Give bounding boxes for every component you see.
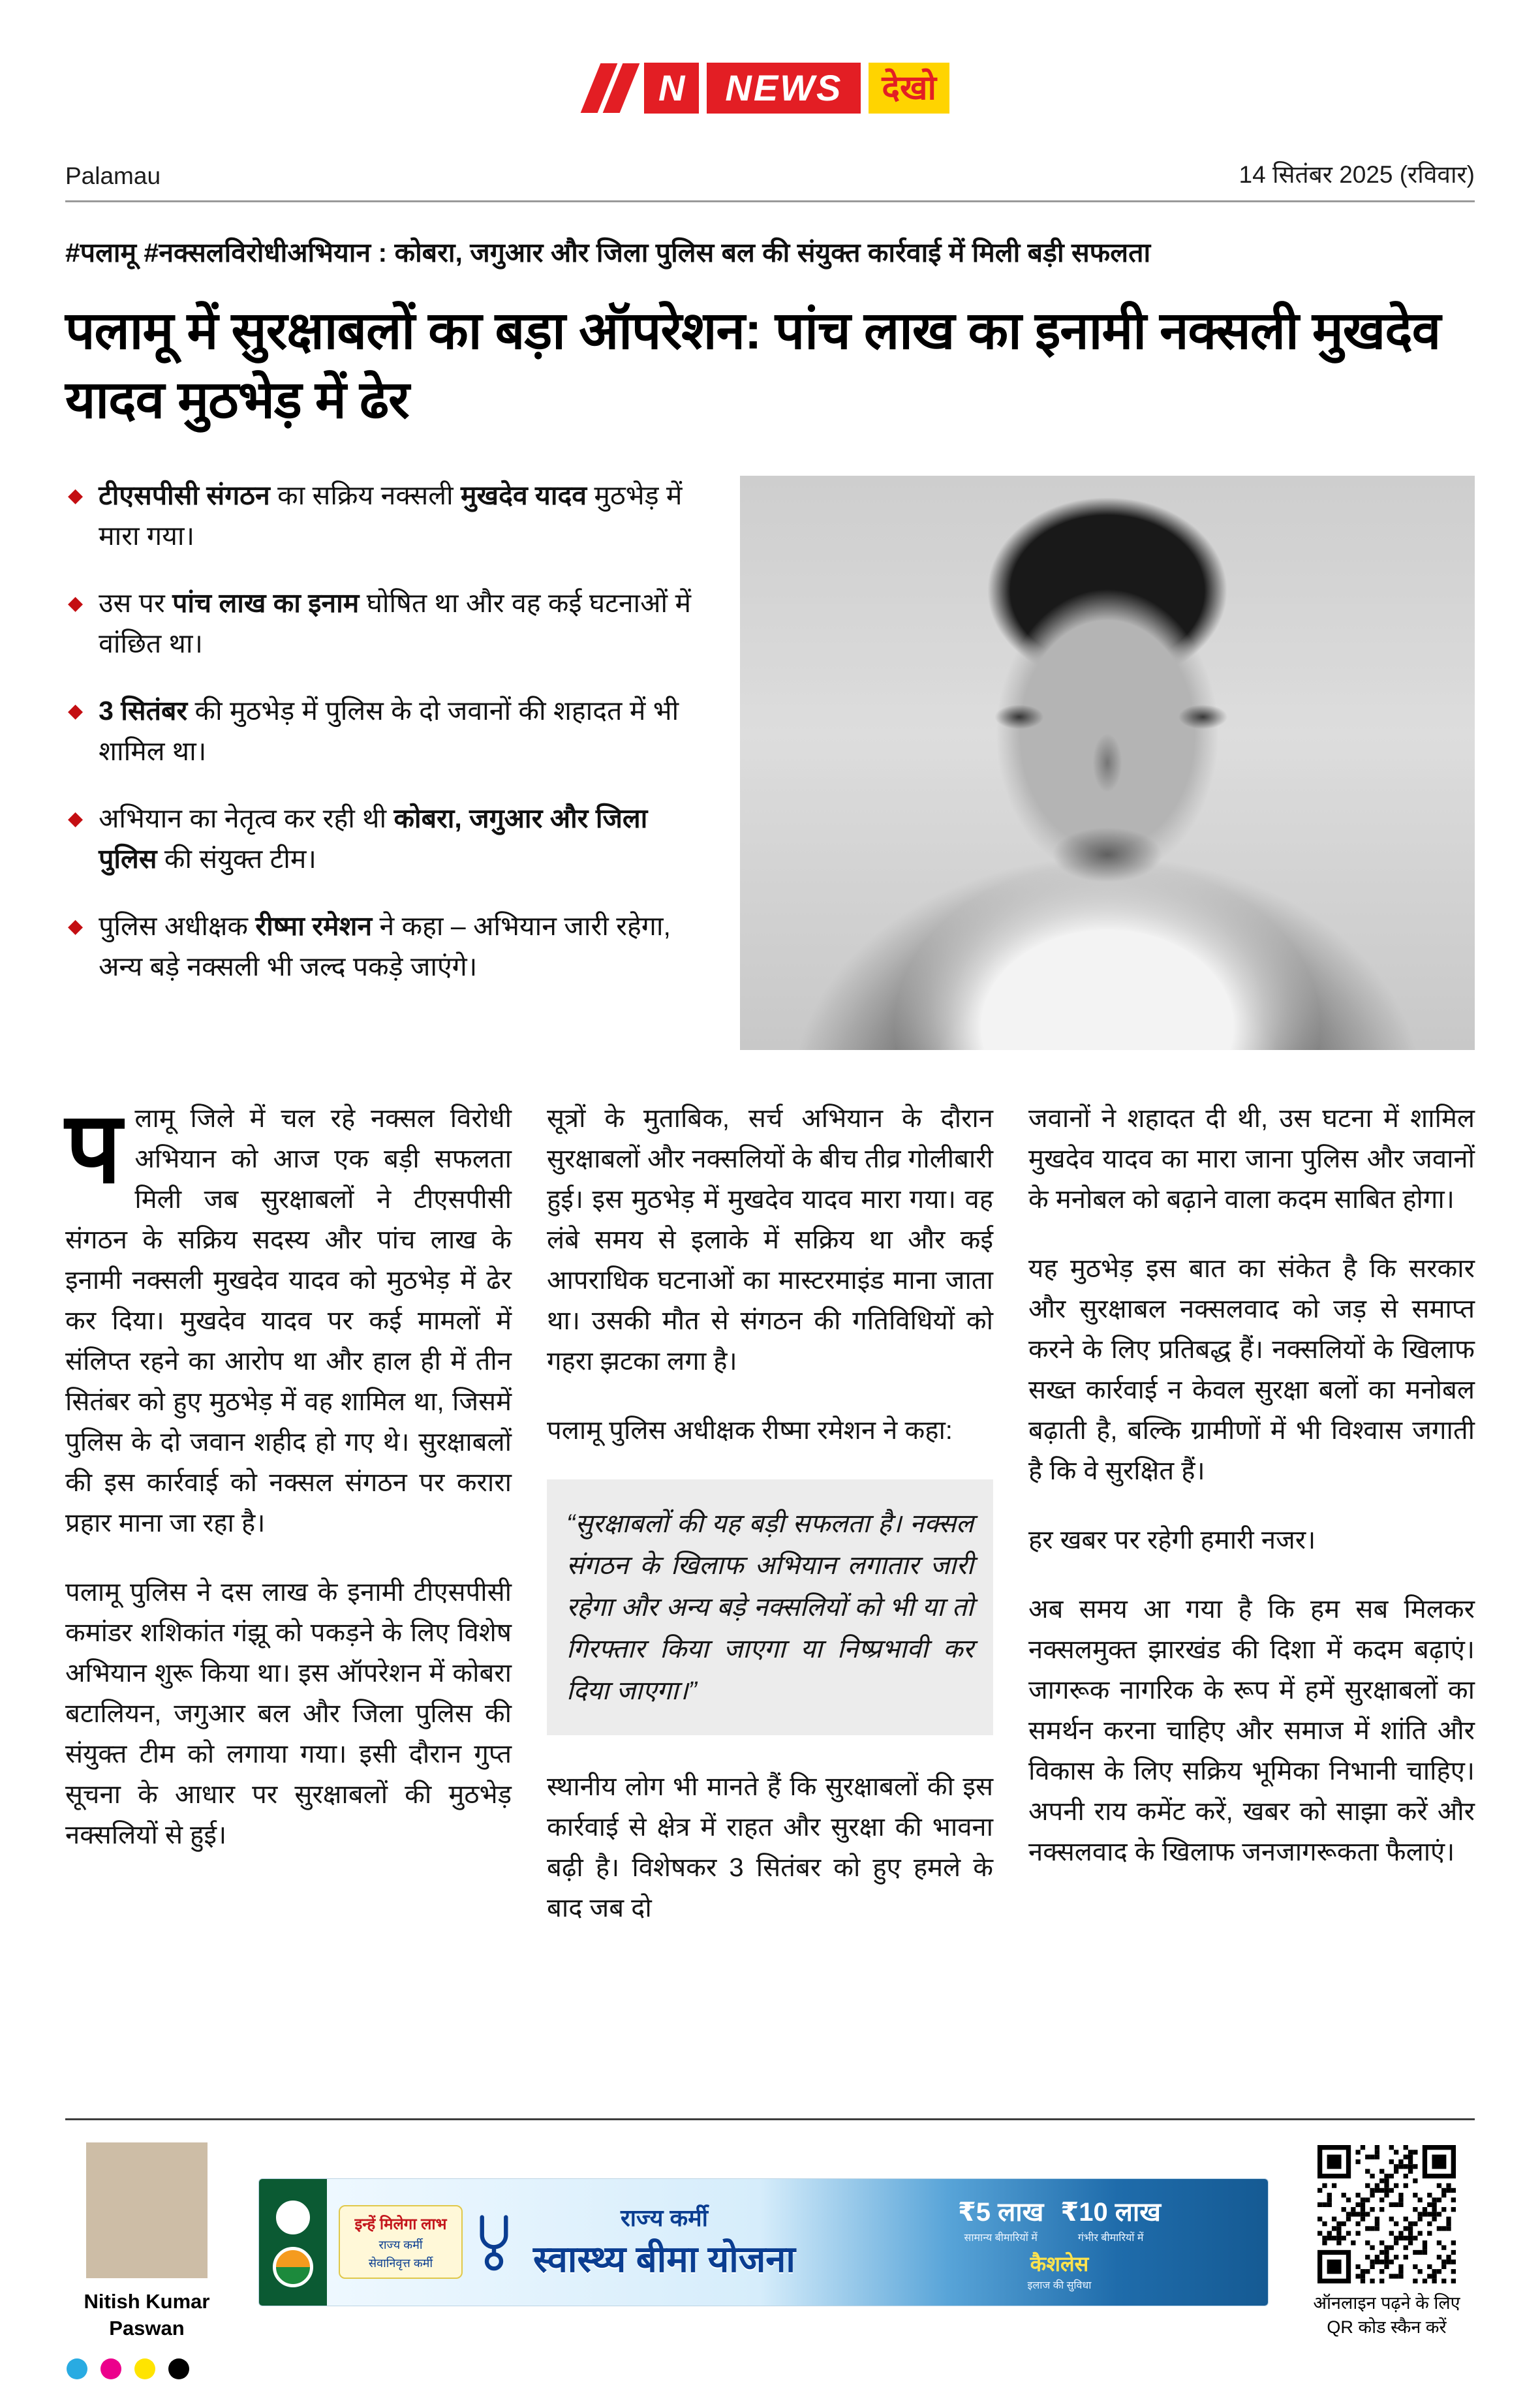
- cyan-dot-icon: [67, 2358, 87, 2379]
- author-name: Nitish Kumar Paswan: [84, 2290, 210, 2340]
- ad-cashless-label: कैशलेस: [1030, 2251, 1089, 2276]
- kicker-hashtag-line: #पलामू #नक्सलविरोधीअभियान : कोबरा, जगुआर और जिला पुलिस बल की संयुक्त कार्रवाई में मिली बड़ी सफलता: [65, 238, 1151, 268]
- ad-scheme-title: राज्य कर्मी स्वास्थ्य बीमा योजना: [533, 2204, 795, 2280]
- stethoscope-icon: [473, 2212, 515, 2272]
- scheme-emblem-icon: [273, 2247, 313, 2287]
- insurance-ad-banner: [258, 2178, 1269, 2306]
- paragraph: सूत्रों के मुताबिक, सर्च अभियान के दौरान सुरक्षाबलों और नक्सलियों के बीच तीव्र गोलीबारी हुई। इस मुठभेड़ में मुखदेव यादव मारा गया। वह लंबे समय से इलाके में सक्रिय था और कई आपराधिक घटनाओं का मास्टरमाइंड माना जाता था। उसकी मौत से संगठन की गतिविधियों को गहरा झटका लगा है।: [547, 1104, 993, 1376]
- paragraph: पलामू पुलिस ने दस लाख के इनामी टीएसपीसी कमांडर शशिकांत गंझू को पकड़ने के लिए विशेष अभियान शुरू किया था। इस ऑपरेशन में कोबरा बटालियन, जगुआर बल और जिला पुलिस की संयुक्त टीम को लगाया गया। इसी दौरान गुप्त सूचना के आधार पर सुरक्षाबलों की मुठभेड़ नक्सलियों से हुई।: [65, 1578, 512, 1850]
- diamond-bullet-icon: ◆: [68, 700, 84, 722]
- dropcap: प: [65, 1092, 122, 1204]
- paragraph: पलामू जिले में चल रहे नक्सल विरोधी अभियान को आज एक बड़ी सफलता मिली जब सुरक्षाबलों ने टीएसपीसी संगठन के सक्रिय सदस्य और पांच लाख के इनामी नक्सली मुखदेव यादव को मुठभेड़ में ढेर कर दिया। मुखदेव यादव पर कई मामलों में संलिप्त रहने का आरोप था और हाल ही में तीन सितंबर को हुए मुठभेड़ में वह शामिल था, जिसमें पुलिस के दो जवान शहीद हो गए थे। सुरक्षाबलों की इस कार्रवाई को नक्सल संगठन पर करारा प्रहार माना जा रहा है।: [65, 1092, 512, 1538]
- lead-section: [65, 476, 1475, 1050]
- paragraph: यह मुठभेड़ इस बात का संकेत है कि सरकार और सुरक्षाबल नक्सलवाद को जड़ से समाप्त करने के लिए प्रतिबद्ध हैं। नक्सलियों के खिलाफ सख्त कार्रवाई न केवल सुरक्षा बलों का मनोबल बढ़ाती है, बल्कि ग्रामीणों में भी विश्वास जगाती है कि वे सुरक्षित हैं।: [1028, 1254, 1475, 1486]
- masthead-logo: [65, 63, 1475, 114]
- ad-amount-5-lakh: ₹5 लाख: [957, 2197, 1044, 2227]
- ad-amount-10-lakh: ₹10 लाख: [1060, 2197, 1161, 2227]
- diamond-bullet-icon: ◆: [68, 485, 84, 507]
- qr-code: [1317, 2145, 1456, 2283]
- author-photo: [86, 2142, 208, 2278]
- bullet-item: ◆ उस पर पांच लाख का इनाम घोषित था और वह कई घटनाओं में वांछित था।: [68, 588, 691, 658]
- diamond-bullet-icon: ◆: [68, 808, 84, 830]
- bullet-item: ◆ 3 सितंबर की मुठभेड़ में पुलिस के दो जवानों की शहादत में भी शामिल था।: [68, 696, 679, 766]
- article-column-2: [547, 1098, 993, 1957]
- article-body: [65, 1092, 1475, 1957]
- paragraph: पलामू पुलिस अधीक्षक रीष्मा रमेशन ने कहा:: [547, 1416, 953, 1445]
- logo-n-mark: N: [644, 63, 699, 114]
- article-column-3: [1028, 1098, 1475, 1957]
- bullet-list: [65, 476, 705, 1050]
- magenta-dot-icon: [100, 2358, 121, 2379]
- bullet-item: ◆ टीएसपीसी संगठन का सक्रिय नक्सली मुखदेव यादव मुठभेड़ में मारा गया।: [68, 480, 683, 551]
- black-dot-icon: [168, 2358, 189, 2379]
- logo-dekho-wordmark: देखो: [869, 63, 949, 114]
- pull-quote: “सुरक्षाबलों की यह बड़ी सफलता है। नक्सल संगठन के खिलाफ अभियान लगातार जारी रहेगा और अन्य बड़े नक्सलियों को भी या तो गिरफ्तार किया जाएगा या निष्प्रभावी कर दिया जाएगा।”: [547, 1479, 993, 1735]
- print-registration-dots: [67, 2358, 1475, 2379]
- author-block: [65, 2142, 228, 2341]
- edition-meta-row: [65, 157, 1475, 202]
- paragraph: जवानों ने शहादत दी थी, उस घटना में शामिल मुखदेव यादव का मारा जाना पुलिस और जवानों के मनोबल को बढ़ाने वाला कदम साबित होगा।: [1028, 1104, 1475, 1214]
- edition-location: Palamau: [65, 162, 161, 189]
- bullet-item: ◆ पुलिस अधीक्षक रीष्मा रमेशन ने कहा – अभियान जारी रहेगा, अन्य बड़े नक्सली भी जल्द पकड़े जाएंगे।: [68, 911, 671, 981]
- ad-benefit-amounts: ₹5 लाख सामान्य बीमारियों में ₹10 लाख गंभीर बीमारियों में कैशलेस इलाज की सुविधा: [958, 2193, 1161, 2292]
- ad-govt-logos: [259, 2179, 327, 2306]
- logo-news-wordmark: NEWS: [707, 63, 861, 114]
- diamond-bullet-icon: ◆: [68, 916, 84, 938]
- page-footer: [65, 2118, 1475, 2379]
- paragraph: स्थानीय लोग भी मानते हैं कि सुरक्षाबलों की इस कार्रवाई से क्षेत्र में राहत और सुरक्षा की भावना बढ़ी है। विशेषकर 3 सितंबर को हुए हमले के बाद जब दो: [547, 1772, 993, 1923]
- diamond-bullet-icon: ◆: [68, 593, 84, 615]
- edition-date: 14 सितंबर 2025 (रविवार): [1239, 161, 1475, 188]
- yellow-dot-icon: [134, 2358, 155, 2379]
- page-headline: पलामू में सुरक्षाबलों का बड़ा ऑपरेशन: पांच लाख का इनामी नक्सली मुखदेव यादव मुठभेड़ में ढेर: [65, 301, 1441, 429]
- qr-block: [1299, 2145, 1475, 2339]
- bullet-item: ◆ अभियान का नेतृत्व कर रही थी कोबरा, जगुआर और जिला पुलिस की संयुक्त टीम।: [68, 803, 648, 874]
- suspect-photo: [740, 476, 1475, 1050]
- ad-eligibility-badge: इन्हें मिलेगा लाभ राज्य कर्मी सेवानिवृत्त कर्मी: [339, 2205, 463, 2279]
- tagline: हर खबर पर रहेगी हमारी नजर।: [1028, 1526, 1316, 1555]
- article-column-1: [65, 1092, 512, 1957]
- state-emblem-icon: [273, 2197, 313, 2238]
- paragraph: अब समय आ गया है कि हम सब मिलकर नक्सलमुक्त झारखंड की दिशा में कदम बढ़ाएं। जागरूक नागरिक के रूप में हमें सुरक्षाबलों का समर्थन करना चाहिए और समाज में शांति और विकास के लिए सक्रिय भूमिका निभानी चाहिए। अपनी राय कमेंट करें, खबर को साझा करें और नक्सलवाद के खिलाफ जनजागरूकता फैलाएं।: [1028, 1595, 1475, 1867]
- qr-caption: ऑनलाइन पढ़ने के लिए QR कोड स्कैन करें: [1313, 2293, 1460, 2337]
